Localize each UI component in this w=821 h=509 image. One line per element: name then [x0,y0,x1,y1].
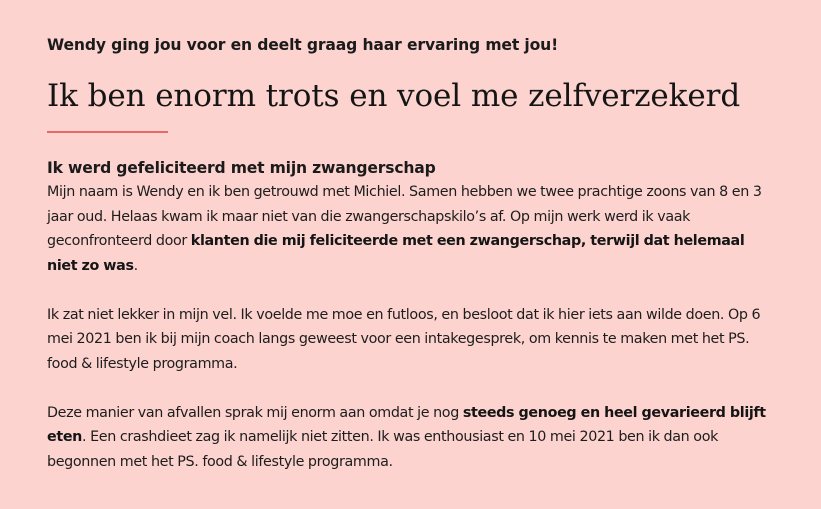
paragraph-text: Ik zat niet lekker in mijn vel. Ik voelde me moe en futloos, en besloot dat ik hier iets aan wilde doen. Op 6 mei 2021 ben ik bij mijn coach langs geweest voor een intakegesprek, om kennis te maken met het PS. food & lifestyle programma. [47,306,761,372]
paragraph-motivation [47,303,771,377]
paragraph-start [47,401,771,475]
paragraph-text: . [133,257,138,274]
page-title: Ik ben enorm trots en voel me zelfverzekerd [47,78,741,114]
paragraph-text: Mijn naam is Wendy en ik ben getrouwd met Michiel. Samen hebben we twee prachtige zoons van 8 en 3 jaar oud. Helaas kwam ik maar niet van die zwangerschapskilo’s af. Op mijn werk werd ik vaak geconfronteerd door [47,184,762,249]
paragraph-emphasis: steeds genoeg en heel gevarieerd blijft eten [47,404,766,445]
paragraph-text: Deze manier van afvallen sprak mij enorm aan omdat je nog [47,404,463,421]
section-subheading: Ik werd gefeliciteerd met mijn zwangerschap [47,159,436,177]
paragraph-text: . Een crashdieet zag ik namelijk niet zitten. Ik was enthousiast en 10 mei 2021 ben ik dan ook begonnen met het PS. food & lifestyle programma. [47,429,719,470]
accent-divider [47,131,168,133]
intro-text: Wendy ging jou voor en deelt graag haar ervaring met jou! [47,36,559,54]
paragraph-emphasis: klanten die mij feliciteerde met een zwangerschap, terwijl dat helemaal niet zo was [47,233,745,274]
paragraph-intro [47,180,771,278]
